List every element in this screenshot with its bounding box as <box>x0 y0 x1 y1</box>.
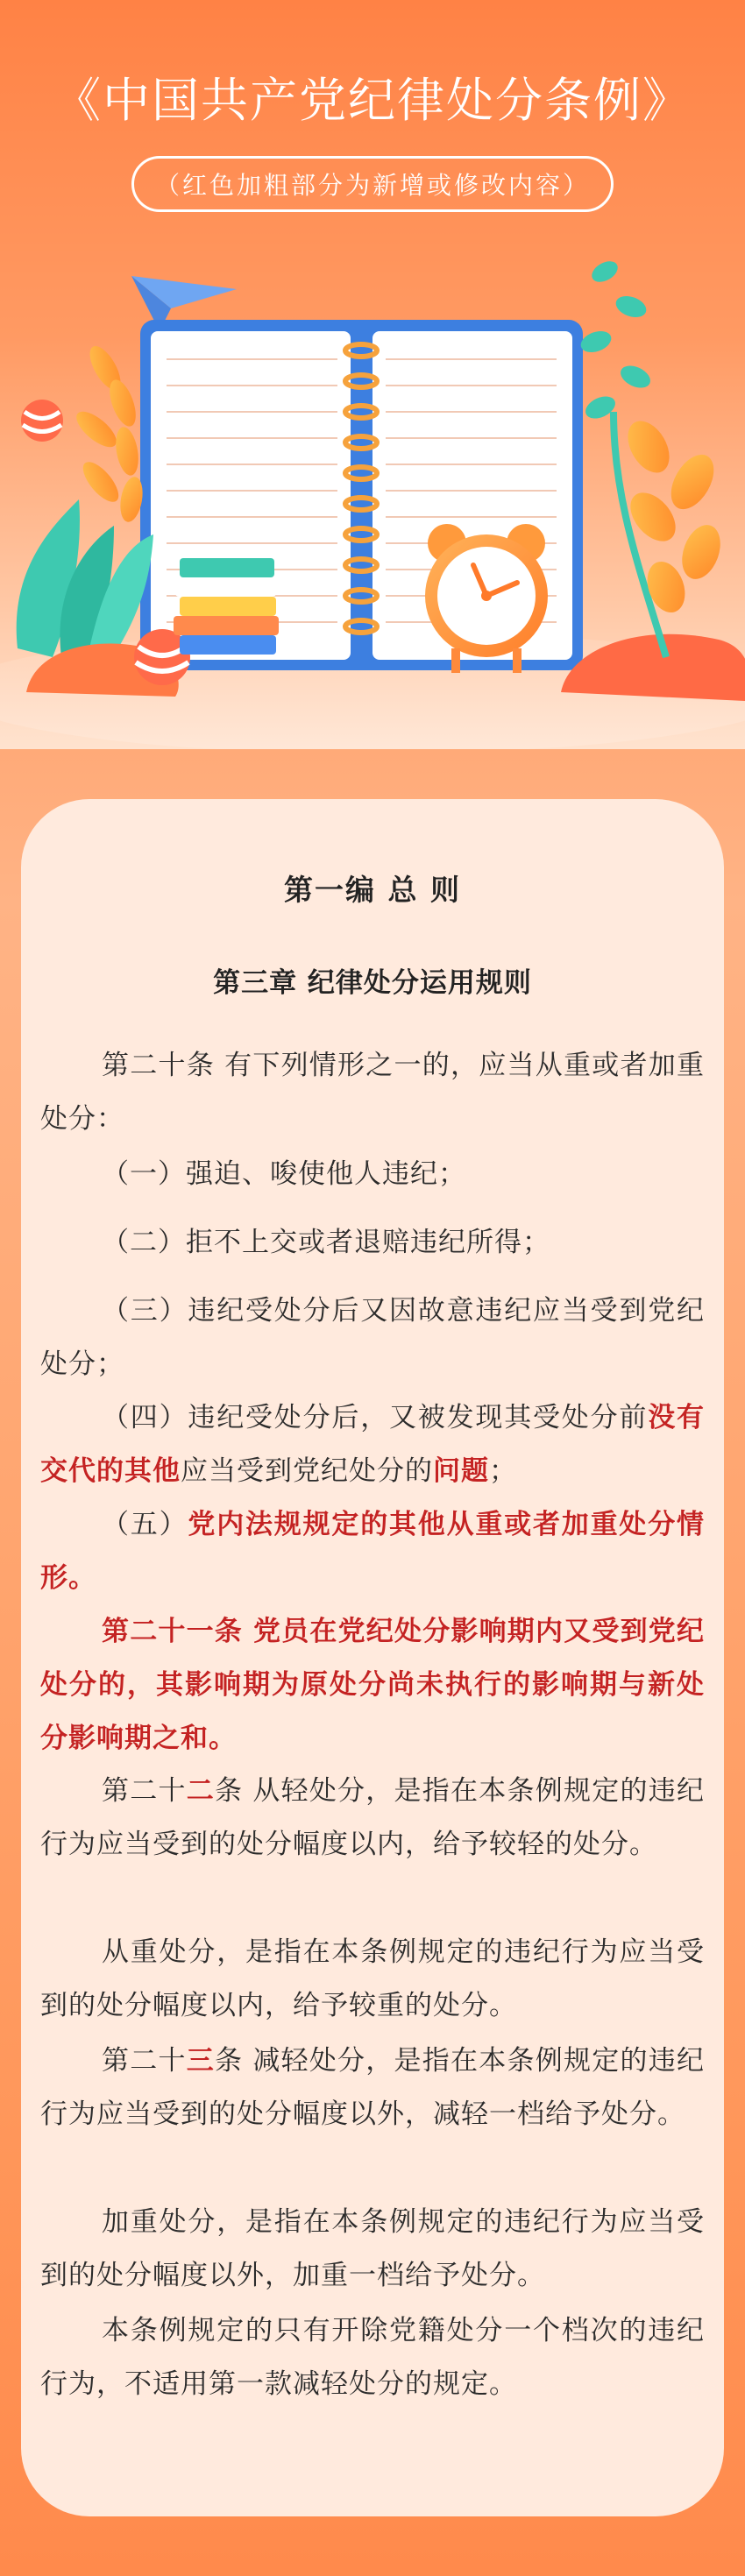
highlighted-text-segment: 问题 <box>433 1455 489 1487</box>
paragraph-article-20 <box>40 1039 705 1146</box>
paragraph-item-1 <box>40 1148 705 1201</box>
subtitle-text: （红色加粗部分为新增或修改内容） <box>154 171 590 200</box>
paragraph-item-3 <box>40 1284 705 1391</box>
paragraph-aggravated-penalty <box>40 2196 705 2303</box>
text-segment: 应当受到党纪处分的 <box>181 1455 433 1487</box>
text-segment: （三）违纪受处分后又因故意违纪应当受到党纪处分； <box>40 1295 705 1380</box>
text-segment: ； <box>489 1455 517 1487</box>
text-segment: 本条例规定的只有开除党籍处分一个档次的违纪行为，不适用第一款减轻处分的规定。 <box>40 2315 705 2400</box>
page-title: 《中国共产党纪律处分条例》 <box>53 73 692 128</box>
highlighted-text-segment: 没有交代的其他 <box>40 1402 706 1487</box>
text-segment: （四）违纪受处分后，又被发现其受处分前 <box>102 1402 649 1433</box>
content-card <box>21 799 724 2516</box>
paragraph-expulsion-rule <box>40 2304 705 2411</box>
text-segment: 条 从轻处分，是指在本条例规定的违纪行为应当受到的处分幅度以内，给予较轻的处分。 <box>40 1775 705 1860</box>
text-segment: （五） <box>102 1509 188 1540</box>
text-segment: 加重处分，是指在本条例规定的违纪行为应当受到的处分幅度以外，加重一档给予处分。 <box>40 2206 705 2291</box>
notebook-illustration <box>0 237 745 749</box>
highlighted-text-segment: 第二十一条 党员在党纪处分影响期内又受到党纪处分的，其影响期为原处分尚未执行的影响期与新处分影响期之和。 <box>40 1616 705 1754</box>
highlighted-text-segment: 二 <box>186 1775 215 1807</box>
text-segment: （二）拒不上交或者退赔违纪所得； <box>102 1227 550 1258</box>
books-stack <box>174 558 279 655</box>
paragraph-article-21 <box>40 1605 705 1766</box>
paragraph-article-23 <box>40 2035 705 2141</box>
right-plants <box>561 257 745 701</box>
header-banner <box>0 0 745 749</box>
text-segment: 第二十条 有下列情形之一的，应当从重或者加重处分： <box>40 1050 705 1135</box>
chapter-title: 第三章 纪律处分运用规则 <box>213 967 532 999</box>
text-segment: 第二十 <box>102 2045 187 2077</box>
text-segment: 条 减轻处分，是指在本条例规定的违纪行为应当受到的处分幅度以外，减轻一档给予处分。 <box>40 2045 705 2130</box>
paragraph-heavier-penalty <box>40 1926 705 2033</box>
paragraph-item-4 <box>40 1391 705 1498</box>
text-segment: 从重处分，是指在本条例规定的违纪行为应当受到的处分幅度以内，给予较重的处分。 <box>40 1936 705 2021</box>
subtitle-pill <box>131 156 614 212</box>
highlighted-text-segment: 三 <box>186 2045 215 2077</box>
text-segment: 第二十 <box>102 1775 187 1807</box>
highlighted-text-segment: 党内法规规定的其他从重或者加重处分情形。 <box>40 1509 706 1594</box>
striped-ball-left <box>21 400 63 442</box>
part-title: 第一编 总 则 <box>284 873 461 907</box>
paragraph-item-5 <box>40 1498 705 1605</box>
paragraph-item-2 <box>40 1216 705 1270</box>
paragraph-article-22 <box>40 1765 705 1872</box>
text-segment: （一）强迫、唆使他人违纪； <box>102 1158 466 1190</box>
